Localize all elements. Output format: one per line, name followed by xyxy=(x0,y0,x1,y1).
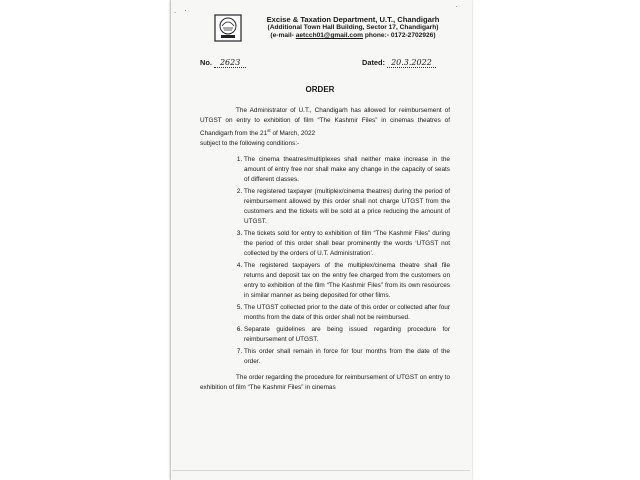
intro-superscript: st xyxy=(267,128,271,133)
conditions-list xyxy=(200,155,450,367)
corner-mark: · xyxy=(184,6,187,15)
corner-mark: · xyxy=(455,2,458,11)
order-body xyxy=(200,106,450,393)
order-date-label: Dated: xyxy=(362,58,385,67)
condition-item: 7. This order shall remain in force for four months from the date of the order. xyxy=(244,347,450,367)
document-title: ORDER xyxy=(305,85,335,94)
phone-number: phone:- 0172-2702926) xyxy=(362,32,436,39)
order-date-value: 20.3.2022 xyxy=(387,58,436,68)
condition-item: 5. The UTGST collected prior to the date of this order or collected after four months from the date of this order shall not be reimbursed. xyxy=(244,303,450,323)
letterhead xyxy=(248,16,458,40)
page-bottom-rule xyxy=(172,470,470,471)
subject-line: subject to the following conditions:- xyxy=(200,140,300,148)
condition-item: 4. The registered taxpayers of the multiplex/cinema theatre shall file returns and deposit tax on the entry fee charged from the customers on entry to exhibition of the film “The Kashmir Files” from its own resources in similar manner as being deposited for other films. xyxy=(244,261,450,301)
intro-paragraph xyxy=(200,106,450,139)
condition-item: 6. Separate guidelines are being issued regarding procedure for reimbursement of UTGST. xyxy=(244,325,450,345)
page-edge xyxy=(170,0,171,480)
corner-mark: . xyxy=(174,6,177,15)
closing-paragraph: The order regarding the procedure for reimbursement of UTGST on entry to exhibition of film “The Kashmir Files” in cinemas xyxy=(200,374,450,392)
contact-line xyxy=(248,32,458,40)
order-number-value: 2623 xyxy=(214,58,246,68)
department-name: Excise & Taxation Department, U.T., Chandigarh xyxy=(266,15,440,24)
intro-text: The Administrator of U.T., Chandigarh has allowed for reimbursement of UTGST on entry to exhibition of film “The Kashmir Files” in cinemas theatres of Chandigarh from the 21 xyxy=(200,107,450,138)
condition-item: 2. The registered taxpayer (multiplex/cinema theatres) during the period of reimbursement allowed by this order shall not charge UTGST from the customers and the tickets will be sold at a price reducing the amount of UTGST. xyxy=(244,187,450,227)
order-number-label: No. xyxy=(200,58,212,67)
condition-item: 1. The cinema theatres/multiplexes shall neither make increase in the amount of entry free nor shall make any change in the capacity of seats of different classes. xyxy=(244,155,450,185)
order-number xyxy=(200,58,246,67)
department-address: (Additional Town Hall Building, Sector 17, Chandigarh) xyxy=(267,24,439,31)
email-address: aetcch01@gmail.com xyxy=(295,32,363,39)
condition-item: 3. The tickets sold for entry to exhibition of film “The Kashmir Files” during the period of this order shall bear prominently the words ‘UTGST not collected by the orders of U.T. Administration’. xyxy=(244,229,450,259)
order-date xyxy=(362,58,436,67)
department-emblem-icon xyxy=(214,14,242,42)
intro-tail: of March, 2022 xyxy=(270,130,316,138)
email-label: (e-mail- xyxy=(270,32,296,39)
